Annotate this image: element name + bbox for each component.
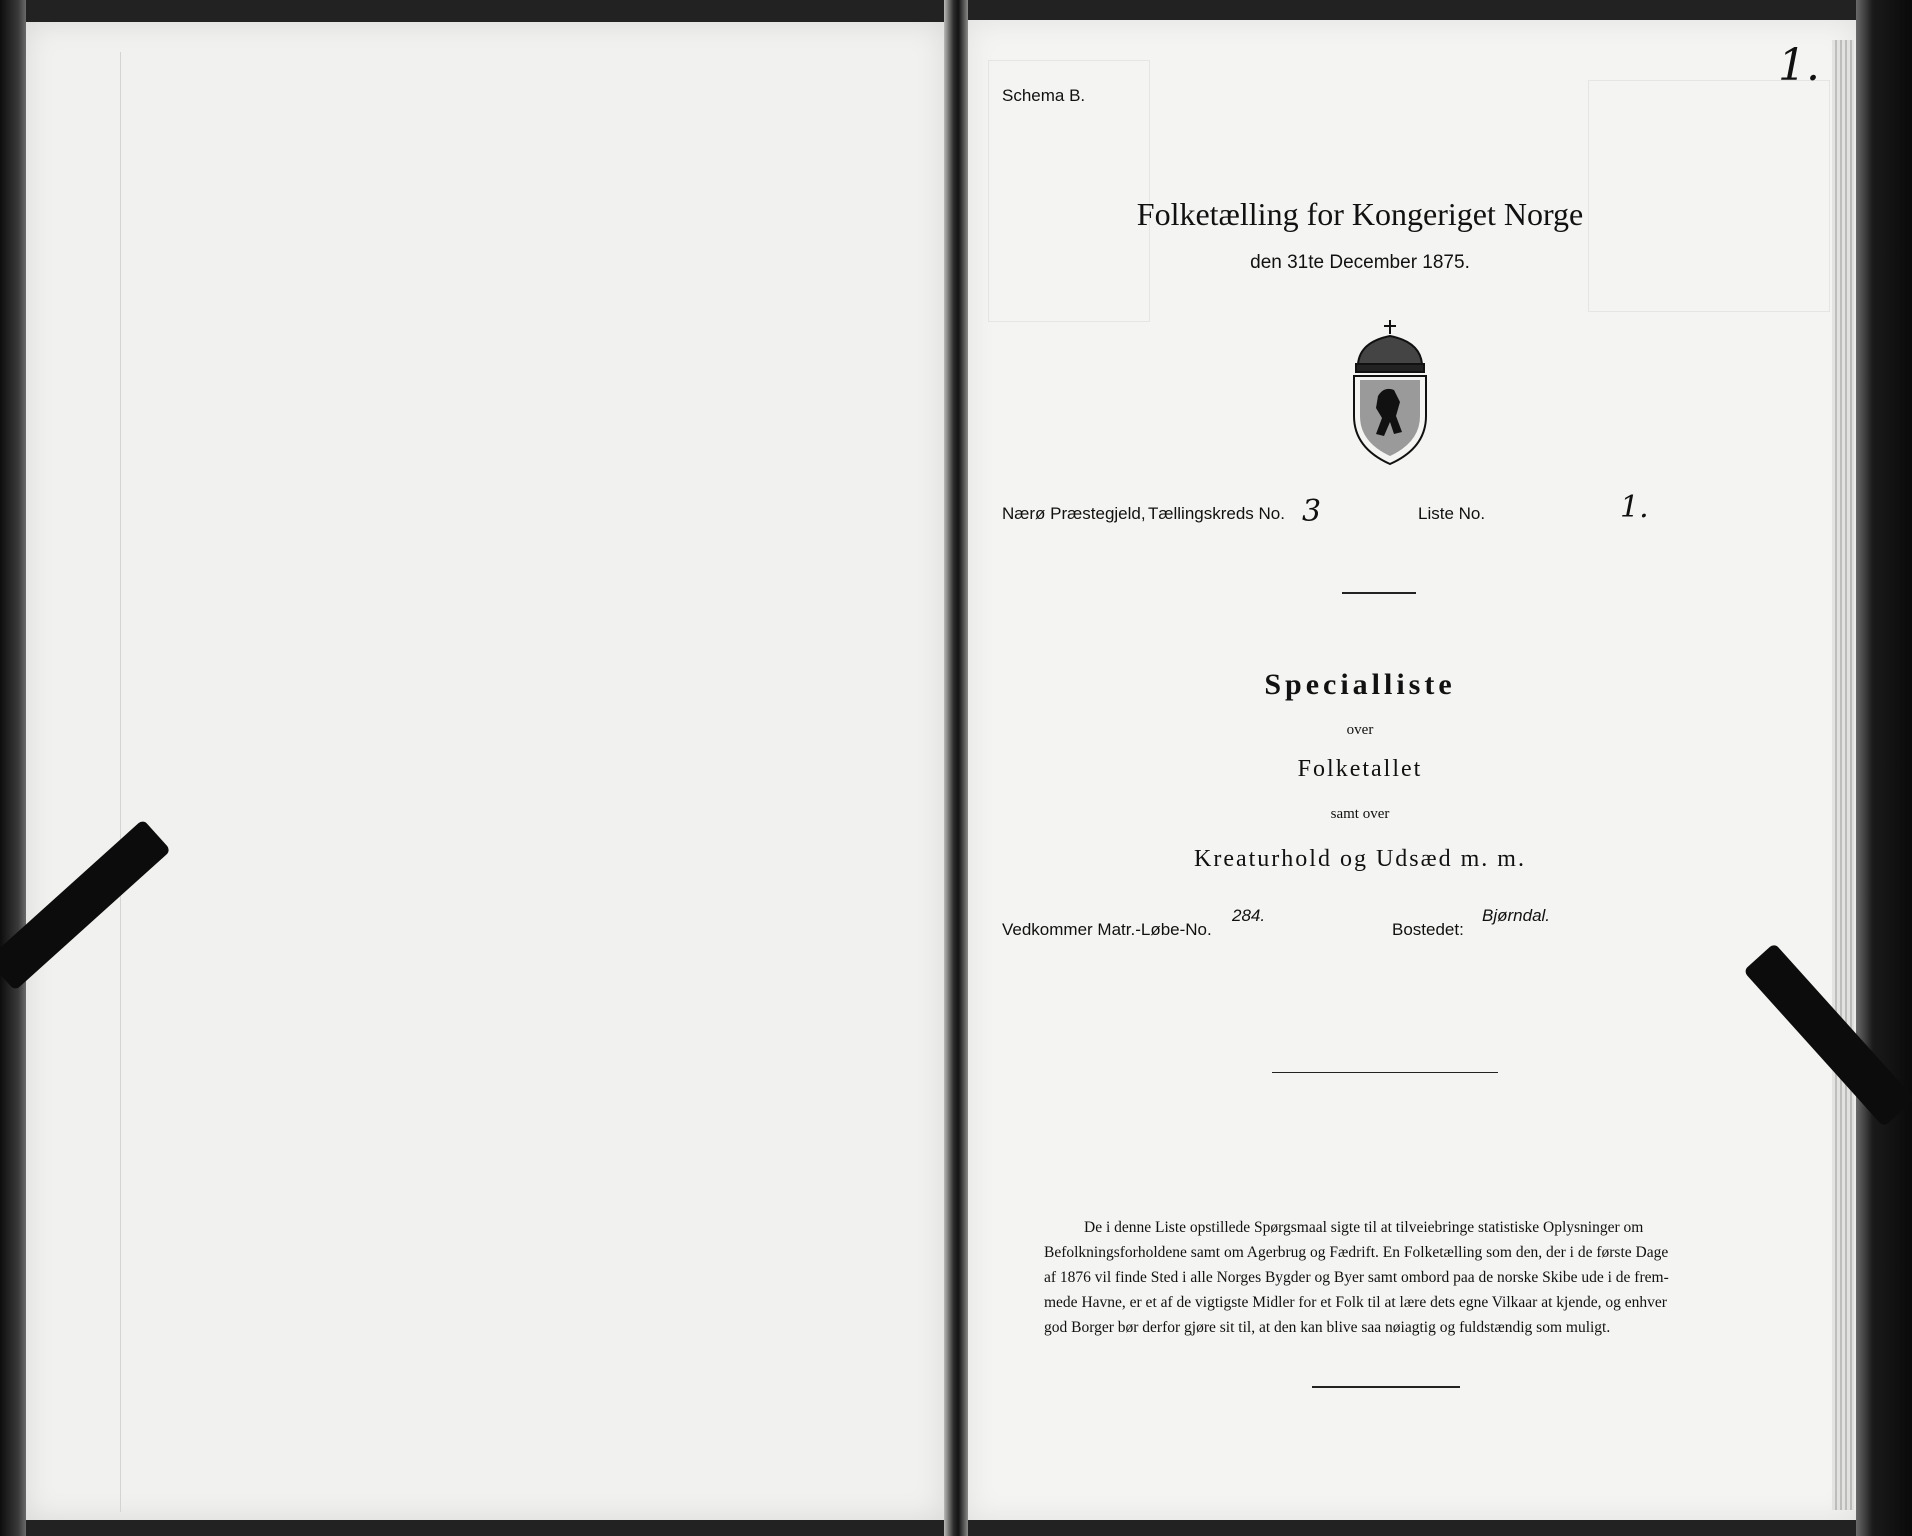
document-title: Folketælling for Kongeriget Norge [1136,196,1584,232]
page-edge-stripes [1832,40,1854,1510]
instruction-paragraph [1044,1215,1688,1340]
divider-rule [1272,1072,1498,1073]
folketallet-text: Folketallet [1297,756,1423,782]
paragraph-line: Befolkningsforholdene samt om Agerbrug og Fædrift. En Folketælling som den, der i de første Dage [1044,1244,1669,1261]
bosted-label: Bostedet: [1392,920,1464,939]
right-book-edge [1856,0,1912,1536]
list-label: Liste No. [1418,504,1486,523]
bosted-handwritten: Bjørndal. [1482,906,1551,925]
divider-rule [1342,592,1416,594]
paragraph-line: af 1876 vil finde Sted i alle Norges Bygder og Byer samt ombord paa de norske Skibe ude i de frem- [1044,1269,1669,1286]
specialliste-heading: Specialliste [1264,668,1456,701]
paragraph-line: De i denne Liste opstillede Spørgsmaal sigte til at tilveiebringe statistiske Oplysninger om [1084,1219,1644,1236]
book-spine [944,0,968,1536]
kreaturhold-text: Kreaturhold og Udsæd m. m. [1194,846,1526,872]
divider-rule [1312,1386,1460,1388]
left-book-edge [0,0,26,1536]
date-line: den 31te December 1875. [1250,252,1470,273]
list-number-handwritten: 1. [1620,490,1649,525]
left-page-margin-line [120,52,121,1512]
matr-label: Vedkommer Matr.-Løbe-No. [1002,920,1212,939]
matr-number-handwritten: 284. [1232,906,1266,925]
district-number-handwritten: 3 [1302,494,1322,529]
over-text: over [1346,722,1374,738]
norwegian-coat-of-arms-icon [1340,320,1440,468]
schema-label: Schema B. [1002,86,1086,105]
parish-name: Nærø Præstegjeld, [1002,504,1146,523]
left-page-blank [26,22,944,1520]
paragraph-line: mede Havne, er et af de vigtigste Midler for et Folk til at lære dets egne Vilkaar at kjende, og enhver [1044,1294,1667,1311]
district-label: Tællingskreds No. [1148,504,1285,523]
samt-over-text: samt over [1330,806,1390,822]
paragraph-line: god Borger bør derfor gjøre sit til, at den kan blive saa nøiagtig og fuldstændig som muligt. [1044,1319,1611,1336]
page-number: 1. [1778,40,1820,91]
